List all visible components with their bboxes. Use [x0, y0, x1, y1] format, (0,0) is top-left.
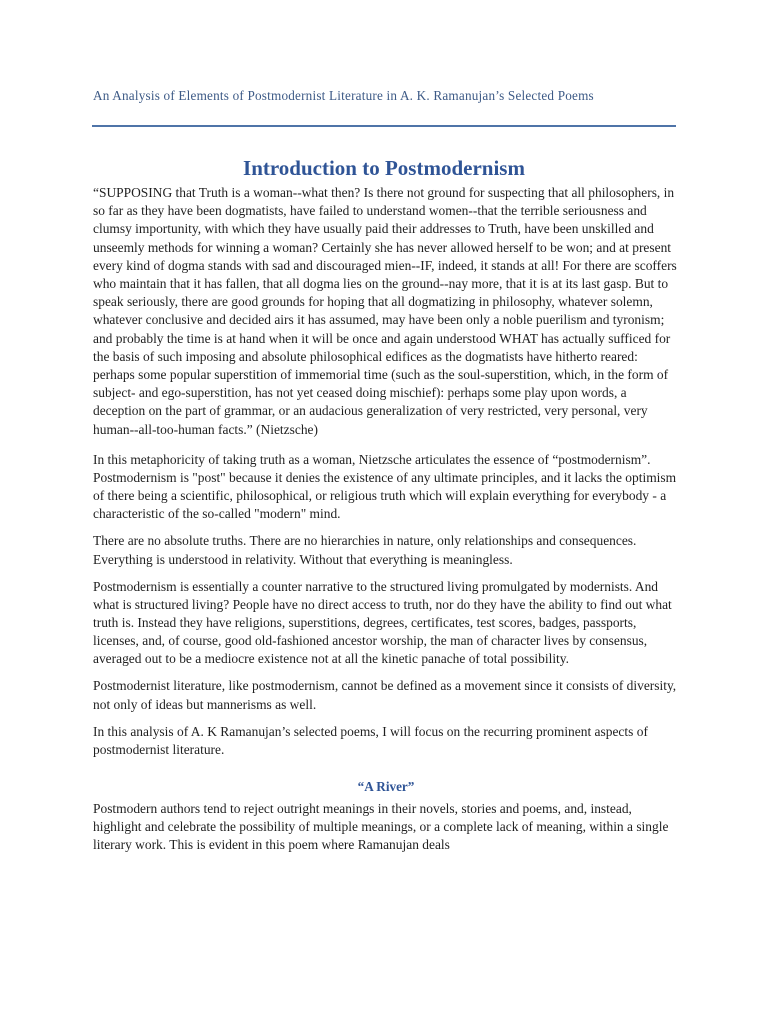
document-body	[93, 184, 679, 863]
section-heading: “A River”	[357, 779, 415, 795]
section-paragraph: Postmodern authors tend to reject outright meanings in their novels, stories and poems, and, instead, highlight and celebrate the possibility of multiple meanings, or a complete lack of meaning, within a single literary work. This is evident in this poem where Ramanujan deals	[93, 801, 669, 853]
body-paragraph: There are no absolute truths. There are no hierarchies in nature, only relationships and consequences. Everything is understood in relativity. Without that everything is meaningless.	[93, 533, 637, 567]
body-paragraph: Postmodernist literature, like postmodernism, cannot be defined as a movement since it consists of diversity, not only of ideas but mannerisms as well.	[93, 678, 677, 712]
body-paragraph: In this analysis of A. K Ramanujan’s selected poems, I will focus on the recurring prominent aspects of postmodernist literature.	[93, 723, 648, 757]
nietzsche-quote-paragraph: “SUPPOSING that Truth is a woman--what then? Is there not ground for suspecting that all philosophers, in so far as they have been dogmatists, have failed to understand women--that the terrible seriousness and clumsy importunity, with which they have usually paid their addresses to Truth, have been unskilled and unseemly methods for winning a woman? Certainly she has never allowed herself to be won; and at present every kind of dogma stands with sad and discouraged mien--IF, indeed, it stands at all! For there are scoffers who maintain that it has fallen, that all dogma lies on the ground--nay more, that it is at its last gasp. But to speak seriously, there are good grounds for hoping that all dogmatizing in philosophy, whatever solemn, whatever conclusive and decided airs it has assumed, may have been only a noble puerilism and tyronism; and probably the time is at hand when it will be once and again understood WHAT has actually sufficed for the basis of such imposing and absolute philosophical edifices as the dogmatists have hitherto reared: perhaps some popular superstition of immemorial time (such as the soul-superstition, which, in the form of subject- and ego-superstition, has not yet ceased doing mischief): perhaps some play upon words, a deception on the part of grammar, or an audacious generalization of very restricted, very personal, very human--all-too-human facts.” (Nietzsche)	[93, 185, 677, 437]
header-rule	[92, 125, 676, 127]
page-title: Introduction to Postmodernism	[243, 156, 525, 180]
running-header: An Analysis of Elements of Postmodernist Literature in A. K. Ramanujan’s Selected Poems	[93, 88, 594, 103]
body-paragraph: In this metaphoricity of taking truth as a woman, Nietzsche articulates the essence of “postmodernism”. Postmodernism is "post" because it denies the existence of any ultimate principles, and it lacks the optimism of there being a scientific, philosophical, or religious truth which will explain everything for everybody - a characteristic of the so-called "modern" mind.	[93, 451, 677, 522]
body-paragraph: Postmodernism is essentially a counter narrative to the structured living promulgated by modernists. And what is structured living? People have no direct access to truth, nor do they have the ability to find out what truth is. Instead they have religions, superstitions, degrees, certificates, test scores, badges, passports, licenses, and, of course, good old-fashioned ancestor worship, the man of character lives by consensus, averaged out to be a mediocre existence not at all the kinetic panache of total possibility.	[93, 578, 672, 667]
